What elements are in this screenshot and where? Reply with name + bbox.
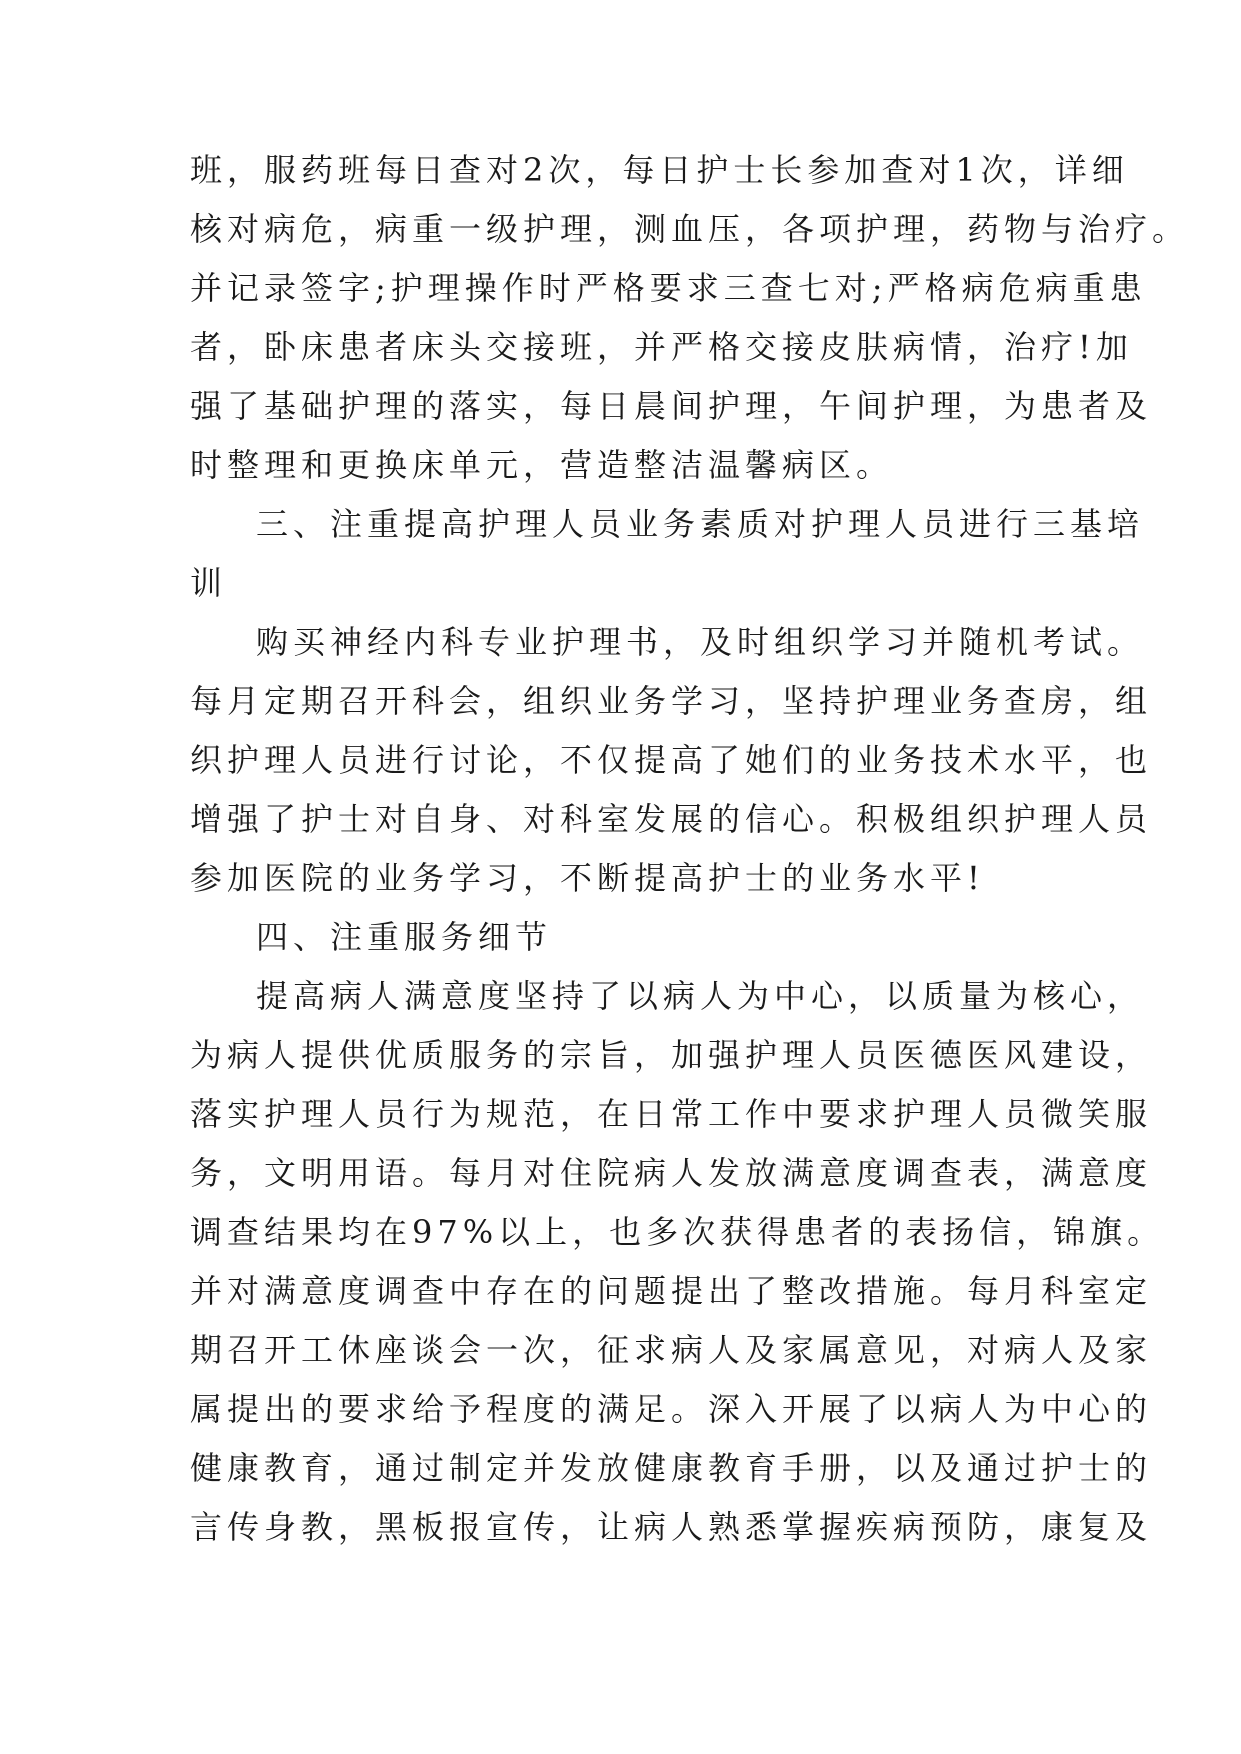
body-line-13: 为病人提供优质服务的宗旨，加强护理人员医德医风建设，: [190, 1036, 1153, 1074]
body-line-10: 增强了护士对自身、对科室发展的信心。积极组织护理人员: [190, 800, 1153, 838]
body-line-2: 核对病危，病重一级护理，测血压，各项护理，药物与治疗。: [190, 210, 1190, 248]
body-line-19: 属提出的要求给予程度的满足。深入开展了以病人为中心的: [190, 1390, 1153, 1428]
body-line-21: 言传身教，黑板报宣传，让病人熟悉掌握疾病预防，康复及: [190, 1508, 1153, 1546]
section-heading-3: 三、注重提高护理人员业务素质对护理人员进行三基培: [256, 505, 1145, 543]
body-line-1: 班，服药班每日查对2次，每日护士长参加查对1次，详细: [190, 151, 1129, 189]
body-line-4: 者，卧床患者床头交接班，并严格交接皮肤病情，治疗!加: [190, 328, 1133, 366]
body-line-14: 落实护理人员行为规范，在日常工作中要求护理人员微笑服: [190, 1095, 1153, 1133]
body-line-6: 时整理和更换床单元，营造整洁温馨病区。: [190, 446, 894, 484]
body-line-17: 并对满意度调查中存在的问题提出了整改措施。每月科室定: [190, 1272, 1153, 1310]
section-heading-4: 四、注重服务细节: [256, 918, 553, 956]
body-line-11: 参加医院的业务学习，不断提高护士的业务水平!: [190, 859, 985, 897]
body-line-18: 期召开工休座谈会一次，征求病人及家属意见，对病人及家: [190, 1331, 1153, 1369]
body-line-12: 提高病人满意度坚持了以病人为中心，以质量为核心，: [256, 977, 1145, 1015]
body-line-8: 每月定期召开科会，组织业务学习，坚持护理业务查房，组: [190, 682, 1153, 720]
body-line-15: 务，文明用语。每月对住院病人发放满意度调查表，满意度: [190, 1154, 1153, 1192]
body-line-5: 强了基础护理的落实，每日晨间护理，午间护理，为患者及: [190, 387, 1153, 425]
body-line-16: 调查结果均在97%以上，也多次获得患者的表扬信，锦旗。: [190, 1213, 1165, 1251]
body-line-7: 购买神经内科专业护理书，及时组织学习并随机考试。: [256, 623, 1145, 661]
body-line-3: 并记录签字;护理操作时严格要求三查七对;严格病危病重患: [190, 269, 1147, 307]
body-line-9: 织护理人员进行讨论，不仅提高了她们的业务技术水平，也: [190, 741, 1153, 779]
section-heading-3-cont: 训: [190, 564, 228, 602]
body-line-20: 健康教育，通过制定并发放健康教育手册，以及通过护士的: [190, 1449, 1153, 1487]
